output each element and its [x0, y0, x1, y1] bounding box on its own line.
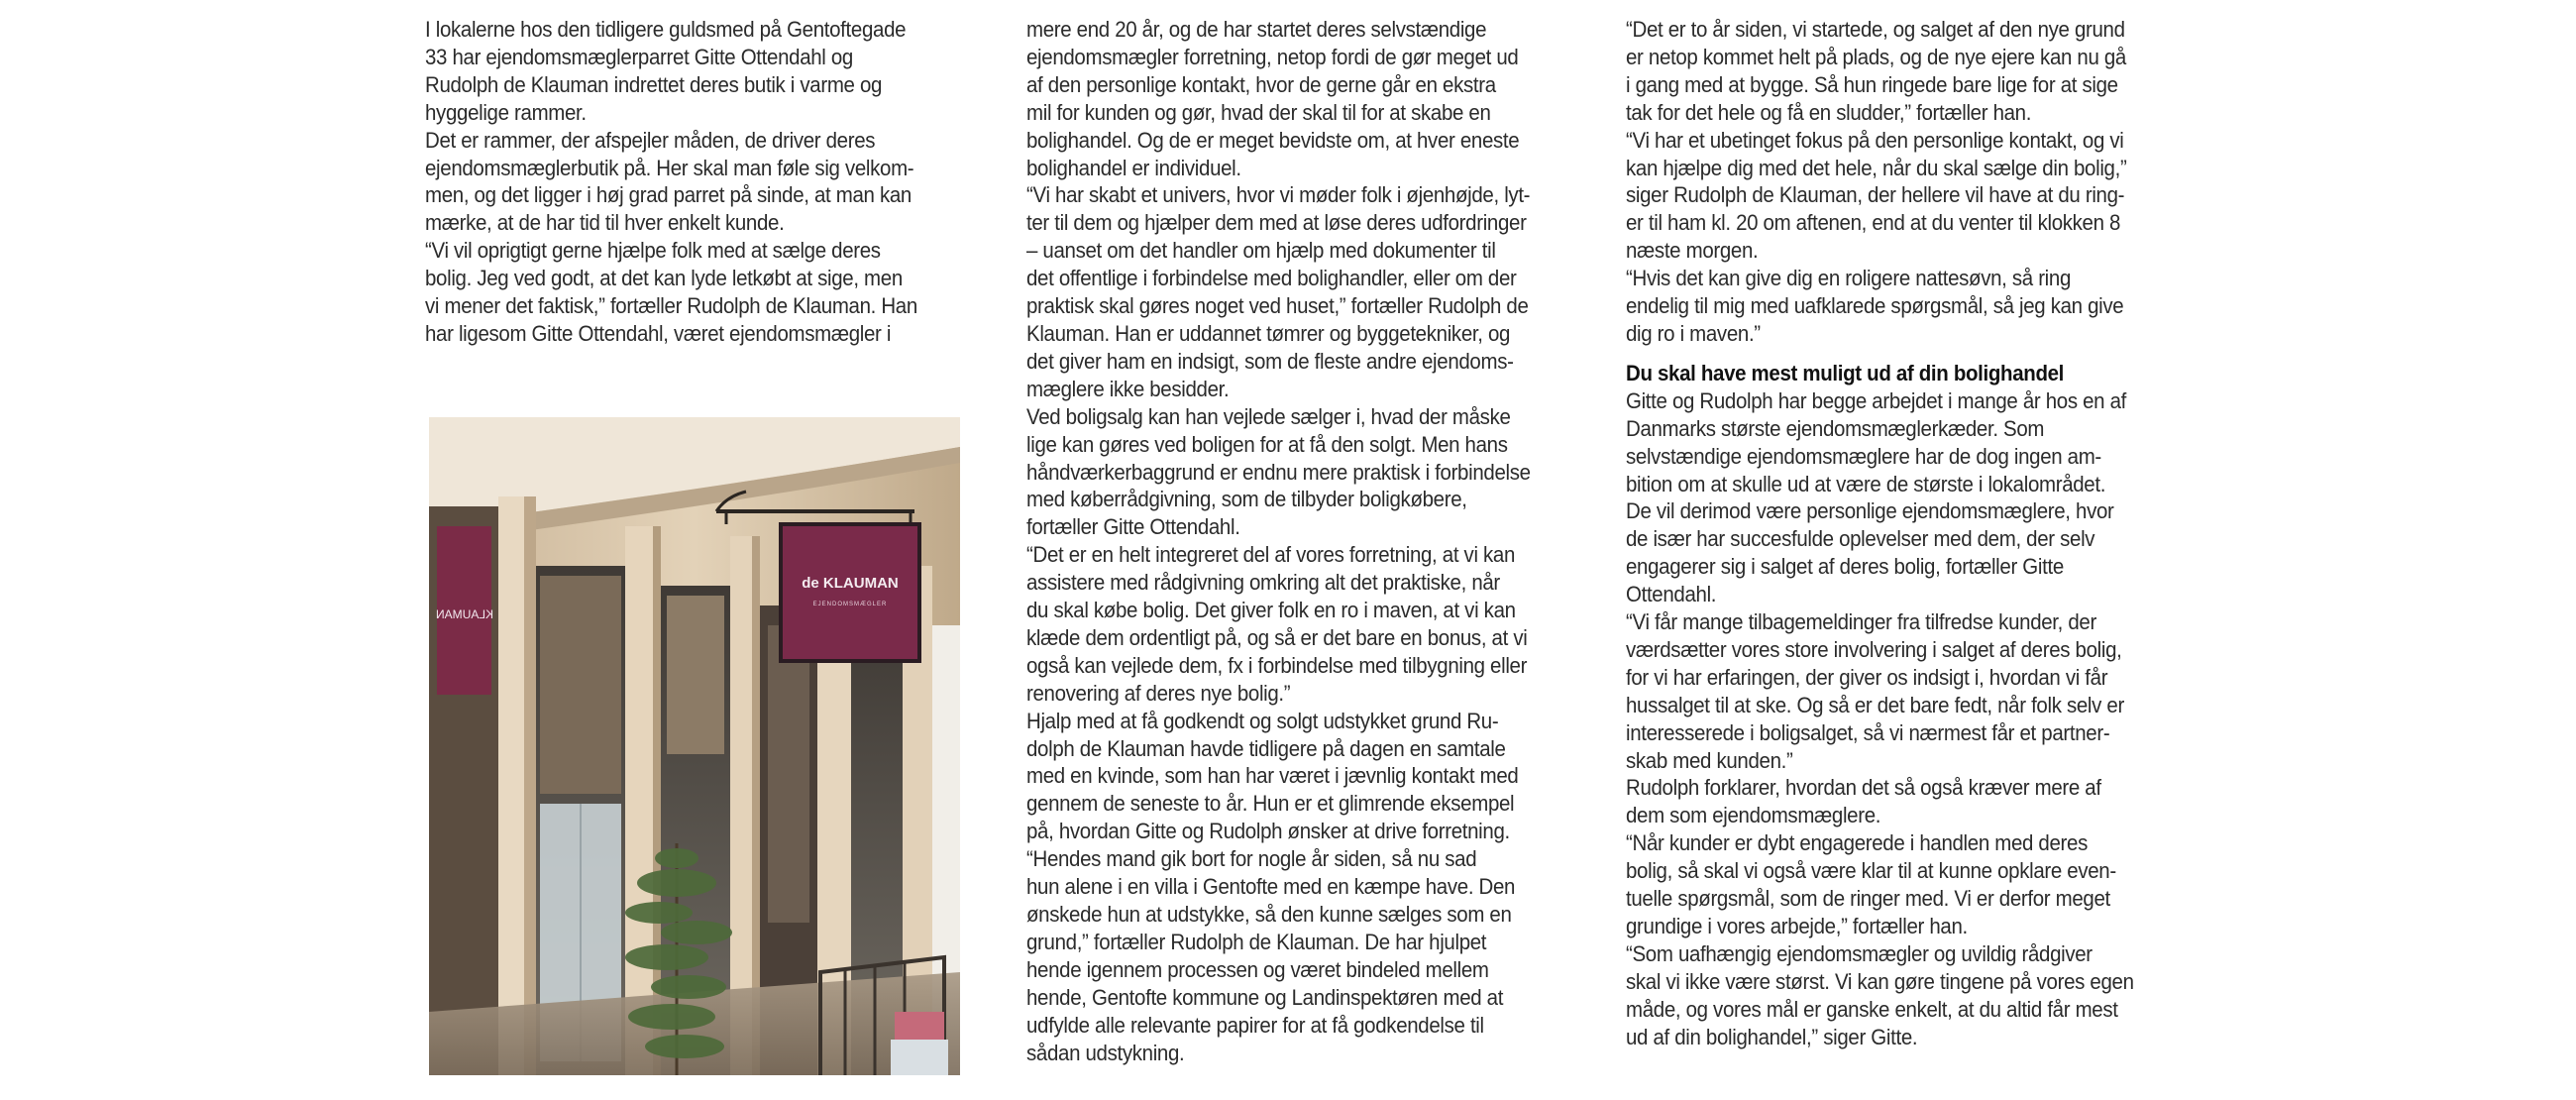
text-line: dolph de Klauman havde tidligere på dagen en samtale	[1026, 735, 1506, 761]
article-column-1	[425, 16, 959, 348]
text-line: Ottendahl.	[1626, 582, 1717, 607]
text-line: bolighandel. Og de er meget bevidste om, at hver eneste	[1026, 127, 1520, 153]
article-column-2	[1026, 16, 1562, 1066]
text-line: fortæller Gitte Ottendahl.	[1026, 514, 1240, 540]
text-line: Klauman. Han er uddannet tømrer og byggetekniker, og	[1026, 320, 1511, 346]
text-line: dem som ejendomsmæglere.	[1626, 803, 1881, 828]
text-line: dig ro i maven.”	[1626, 320, 1761, 346]
text-line: skal vi ikke være størst. Vi kan gøre tingene på vores egen	[1626, 968, 2134, 994]
text-line: kan hjælpe dig med det hele, når du skal sælge din bolig,”	[1626, 155, 2127, 180]
text-line: hun alene i en villa i Gentofte med en kæmpe have. Den	[1026, 874, 1516, 900]
text-line: hussalget til at ske. Og så er det bare fedt, når folk selv er	[1626, 692, 2124, 717]
text-line: Hjalp med at få godkendt og solgt udstykket grund Ru-	[1026, 708, 1499, 733]
text-line: “Det er to år siden, vi startede, og salget af den nye grund	[1626, 17, 2125, 42]
text-line: måde, og vores mål er ganske enkelt, at du altid får mest	[1626, 996, 2118, 1022]
text-line: værdsætter vores store involvering i salget af deres bolig,	[1626, 636, 2122, 662]
article-column-3	[1626, 16, 2166, 1051]
text-line: bition om at skulle ud at være de største i lokalområdet.	[1626, 471, 2106, 496]
text-line: ønskede hun at udstykke, så den kunne sælges som en	[1026, 902, 1512, 927]
window-sign-text: KLAUMAN	[435, 607, 494, 621]
text-line: med en kvinde, som han har været i jævnlig kontakt med	[1026, 763, 1519, 789]
text-line: “Vi har skabt et univers, hvor vi møder folk i øjenhøjde, lyt-	[1026, 182, 1531, 208]
text-line: vi mener det faktisk,” fortæller Rudolph de Klauman. Han	[425, 293, 917, 319]
text-line: Gitte og Rudolph har begge arbejdet i mange år hos en af	[1626, 387, 2127, 413]
text-line: siger Rudolph de Klauman, der hellere vil have at du ring-	[1626, 182, 2125, 208]
text-line: “Vi har et ubetinget fokus på den personlige kontakt, og vi	[1626, 127, 2124, 153]
text-line: lige kan gøres ved boligen for at få den solgt. Men hans	[1026, 431, 1508, 457]
text-line: Danmarks største ejendomsmæglerkæder. Som	[1626, 415, 2045, 441]
text-line: engagerer sig i salget af deres bolig, fortæller Gitte	[1626, 554, 2064, 580]
text-line: De vil derimod være personlige ejendomsmæglere, hvor	[1626, 498, 2114, 524]
text-line: “Hvis det kan give dig en roligere nattesøvn, så ring	[1626, 266, 2072, 291]
text-line: endelig til mig med uafklarede spørgsmål, så jeg kan give	[1626, 293, 2124, 319]
text-line: i gang med at bygge. Så hun ringede bare lige for at sige	[1626, 71, 2118, 97]
text-line: af den personlige kontakt, hvor de gerne går en ekstra	[1026, 71, 1496, 97]
section-heading: Du skal have mest muligt ud af din bolighandel	[1626, 360, 2065, 385]
text-line: ter til dem og hjælper dem med at løse deres udfordringer	[1026, 210, 1527, 236]
text-line: er netop kommet helt på plads, og de nye ejere kan nu gå	[1626, 44, 2126, 69]
text-line: ud af din bolighandel,” siger Gitte.	[1626, 1024, 1918, 1049]
text-line: hyggelige rammer.	[425, 99, 587, 125]
text-line: også kan vejlede dem, fx i forbindelse med tilbygning eller	[1026, 652, 1528, 678]
text-line: mæglere ikke besidder.	[1026, 376, 1230, 401]
text-line: mil for kunden og gør, hvad der skal til for at skabe en	[1026, 99, 1491, 125]
text-line: du skal købe bolig. Det giver folk en ro i maven, at vi kan	[1026, 598, 1516, 623]
sign-name: de KLAUMAN	[802, 575, 899, 592]
text-line: udfylde alle relevante papirer for at få godkendelse til	[1026, 1012, 1484, 1038]
text-line: “Det er en helt integreret del af vores forretning, at vi kan	[1026, 542, 1516, 568]
text-line: for vi har erfaringen, der giver os indsigt i, hvordan vi får	[1626, 664, 2108, 690]
text-line: “Når kunder er dybt engagerede i handlen med deres	[1626, 830, 2088, 856]
text-line: bolig. Jeg ved godt, at det kan lyde letkøbt at sige, men	[425, 266, 903, 291]
text-line: mere end 20 år, og de har startet deres selvstændige	[1026, 17, 1487, 42]
text-line: Det er rammer, der afspejler måden, de driver deres	[425, 127, 876, 153]
text-line: I lokalerne hos den tidligere guldsmed på Gentoftegade	[425, 17, 907, 42]
text-line: interesserede i boligsalget, så vi nærmest får et partner-	[1626, 719, 2110, 745]
text-line: er til ham kl. 20 om aftenen, end at du venter til klokken 8	[1626, 210, 2121, 236]
text-line: med køberrådgivning, som de tilbyder boligkøbere,	[1026, 487, 1467, 512]
text-line: “Som uafhængig ejendomsmægler og uvildig rådgiver	[1626, 940, 2093, 966]
text-line: 33 har ejendomsmæglerparret Gitte Ottendahl og	[425, 44, 853, 69]
text-line: tuelle spørgsmål, som de ringer med. Vi er derfor meget	[1626, 886, 2110, 912]
text-line: ejendomsmægler forretning, netop fordi de gør meget ud	[1026, 44, 1519, 69]
text-line: sådan udstykning.	[1026, 1040, 1185, 1065]
text-line: det offentlige i forbindelse med bolighandler, eller om der	[1026, 266, 1517, 291]
text-line: klæde dem ordentligt på, og så er det bare en bonus, at vi	[1026, 624, 1528, 650]
text-line: “Vi vil oprigtigt gerne hjælpe folk med at sælge deres	[425, 238, 881, 264]
text-line: men, og det ligger i høj grad parret på sinde, at man kan	[425, 182, 912, 208]
text-line: assistere med rådgivning omkring alt det praktiske, når	[1026, 570, 1500, 596]
article-column-3-part-2	[1626, 387, 2166, 1051]
text-line: skab med kunden.”	[1626, 747, 1793, 773]
text-line: – uanset om det handler om hjælp med dokumenter til	[1026, 238, 1496, 264]
text-line: praktisk skal gøres noget ved huset,” fortæller Rudolph de	[1026, 293, 1529, 319]
text-line: renovering af deres nye bolig.”	[1026, 680, 1291, 706]
text-line: håndværkerbaggrund er endnu mere praktisk i forbindelse	[1026, 459, 1531, 485]
text-line: tak for det hele og få en sludder,” fortæller han.	[1626, 99, 2032, 125]
text-line: gennem de seneste to år. Hun er et glimrende eksempel	[1026, 791, 1515, 817]
text-line: det giver ham en indsigt, som de fleste andre ejendoms-	[1026, 348, 1514, 374]
text-line: grundige i vores arbejde,” fortæller han.	[1626, 914, 1968, 938]
text-line: “Hendes mand gik bort for nogle år siden, så nu sad	[1026, 846, 1477, 872]
text-line: ejendomsmæglerbutik på. Her skal man føle sig velkom-	[425, 155, 914, 180]
text-line: hende igennem processen og været bindeled mellem	[1026, 956, 1489, 982]
text-line: på, hvordan Gitte og Rudolph ønsker at drive forretning.	[1026, 819, 1510, 844]
text-line: Rudolph de Klauman indrettet deres butik i varme og	[425, 71, 883, 97]
storefront-photo	[429, 417, 960, 1075]
text-line: hende, Gentofte kommune og Landinspektøren med at	[1026, 984, 1504, 1010]
text-line: selvstændige ejendomsmæglere har de dog ingen am-	[1626, 443, 2101, 469]
text-line: har ligesom Gitte Ottendahl, været ejendomsmægler i	[425, 320, 892, 346]
sign-subtitle: EJENDOMSMÆGLER	[812, 602, 888, 607]
text-line: mærke, at de har tid til hver enkelt kunde.	[425, 210, 785, 236]
text-line: næste morgen.	[1626, 238, 1759, 264]
text-line: “Vi får mange tilbagemeldinger fra tilfredse kunder, der	[1626, 609, 2096, 635]
text-line: bolig, så skal vi også være klar til at kunne opklare even-	[1626, 858, 2116, 884]
text-line: Ved boligsalg kan han vejlede sælger i, hvad der måske	[1026, 403, 1511, 429]
text-line: Rudolph forklarer, hvordan det så også kræver mere af	[1626, 775, 2101, 801]
text-line: bolighandel er individuel.	[1026, 155, 1241, 180]
article-column-3-part-1	[1626, 16, 2166, 348]
text-line: grund,” fortæller Rudolph de Klauman. De har hjulpet	[1026, 929, 1487, 954]
text-line: de især har succesfulde oplevelser med dem, der selv	[1626, 526, 2095, 552]
